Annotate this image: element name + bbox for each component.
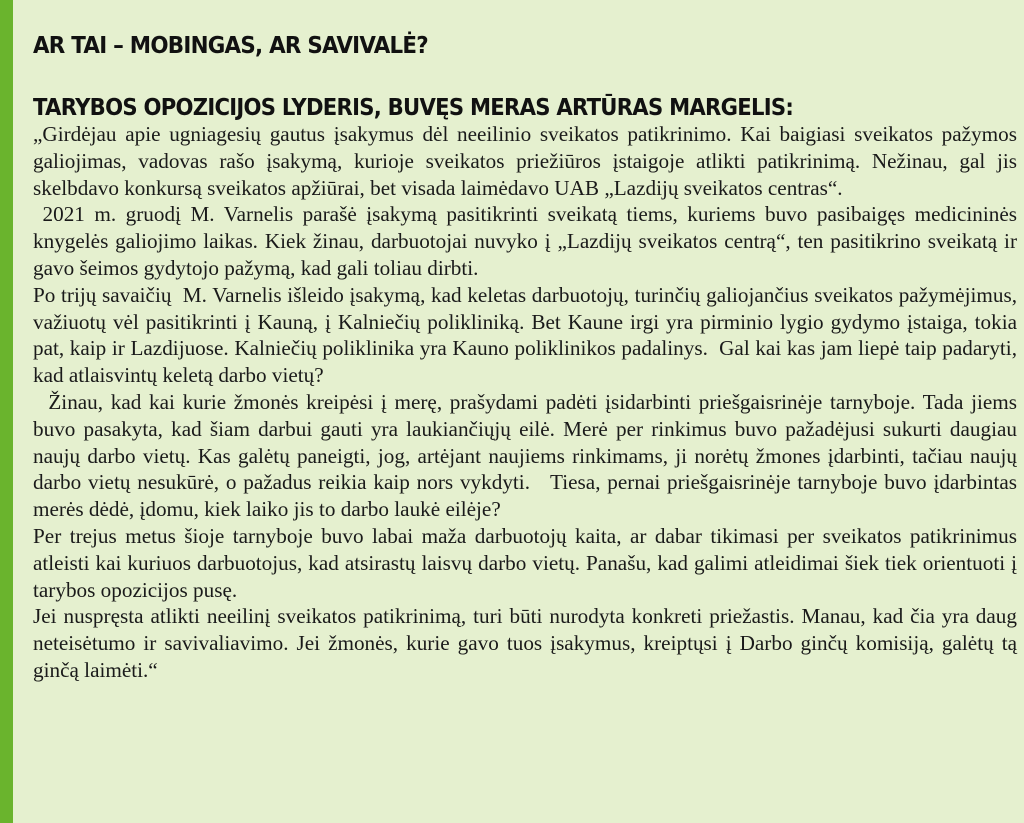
article-body [33, 121, 1023, 684]
headline: AR TAI – MOBINGAS, AR SAVIVALĖ? [33, 33, 428, 59]
paragraph: Jei nuspręsta atlikti neeilinį sveikatos patikrinimą, turi būti nurodyta konkreti priežastis. Manau, kad čia yra daug neteisėtumo ir savivaliavimo. Jei žmonės, kurie gavo tuos įsakymus, kreiptųsi į Darbo ginčų komisiją, galėtų tą ginčą laimėti.“ [33, 604, 1023, 682]
subheadline: TARYBOS OPOZICIJOS LYDERIS, BUVĘS MERAS ARTŪRAS MARGELIS: [33, 95, 794, 121]
paragraph: 2021 m. gruodį M. Varnelis parašė įsakymą pasitikrinti sveikatą tiems, kuriems buvo pasibaigęs medicininės knygelės galiojimo laikas. Kiek žinau, darbuotojai nuvyko į „Lazdijų sveikatos centrą“, ten pasitikrino sveikatą ir gavo šeimos gydytojo pažymą, kad gali toliau dirbti. [33, 202, 1023, 280]
paragraph: „Girdėjau apie ugniagesių gautus įsakymus dėl neeilinio sveikatos patikrinimo. Kai baigiasi sveikatos pažymos galiojimas, vadovas rašo įsakymą, kurioje sveikatos priežiūros įstaigoje atlikti patikrinimą. Nežinau, gal jis skelbdavo konkursą sveikatos apžiūrai, bet visada laimėdavo UAB „Lazdijų sveikatos centras“. [33, 122, 1023, 200]
paragraph: Per trejus metus šioje tarnyboje buvo labai maža darbuotojų kaita, ar dabar tikimasi per sveikatos patikrinimus atleisti kai kuriuos darbuotojus, kad atsirastų laisvų darbo vietų. Panašu, kad galimi atleidimai šiek tiek orientuoti į tarybos opozicijos pusę. [33, 523, 1023, 602]
paragraph: Žinau, kad kai kurie žmonės kreipėsi į merę, prašydami padėti įsidarbinti priešgaisrinėje tarnyboje. Tada jiems buvo pasakyta, kad šiam darbui gauti yra laukiančiųjų eilė. Merė per rinkimus buvo pažadėjusi sukurti daugiau naujų darbo vietų. Kas galėtų paneigti, jog, artėjant naujiems rinkimams, ji norėtų žmones įdarbinti, tačiau naujų darbo vietų nesukūrė, o pažadus reikia kaip nors vykdyti. Tiesa, pernai priešgaisrinėje tarnyboje buvo įdarbintas merės dėdė, įdomu, kiek laiko jis to darbo laukė eilėje? [33, 389, 1023, 522]
accent-bar [0, 0, 13, 823]
paragraph: Po trijų savaičių M. Varnelis išleido įsakymą, kad keletas darbuotojų, turinčių galiojančius sveikatos pažymėjimus, važiuotų vėl pasitikrinti į Kauną, į Kalniečių polikliniką. Bet Kaune irgi yra pirminio lygio gydymo įstaiga, tokia pat, kaip ir Lazdijuose. Kalniečių poliklinika yra Kauno poliklinikos padalinys. Gal kai kas jam liepė taip padaryti, kad atlaisvintų keletą darbo vietų? [33, 282, 1023, 388]
